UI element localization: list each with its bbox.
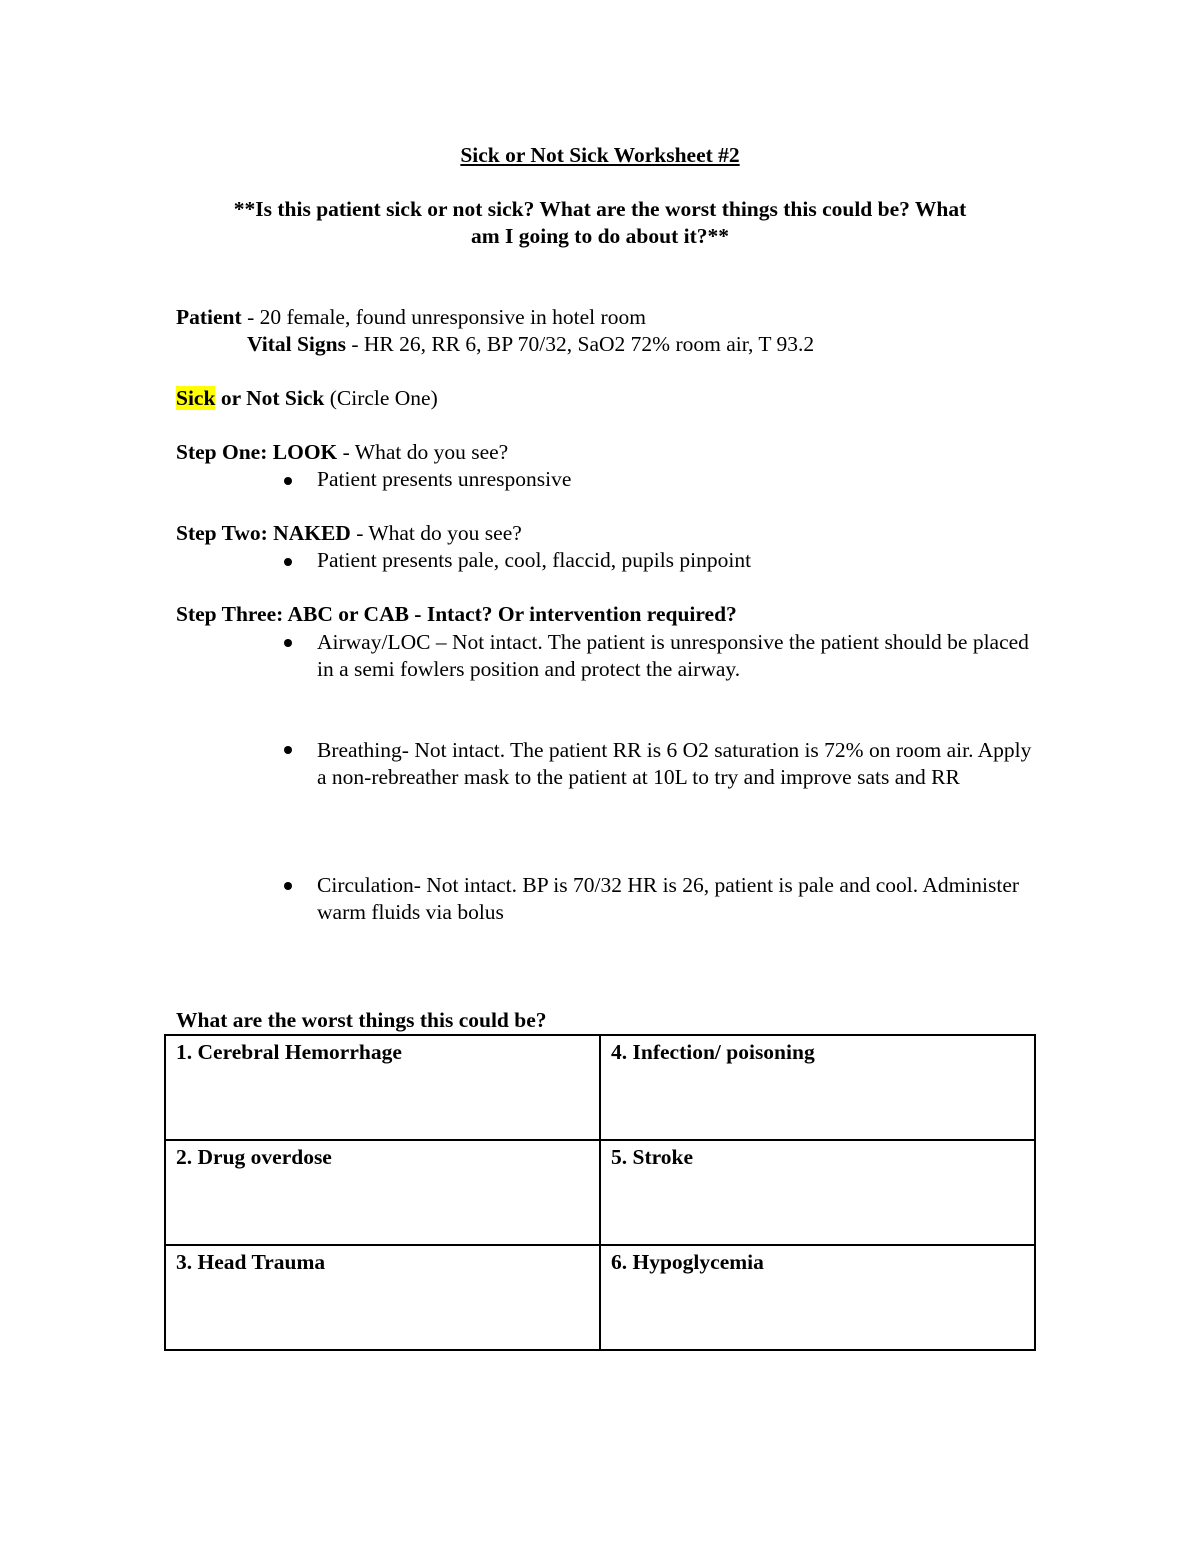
step-one-question: - What do you see?	[337, 440, 509, 464]
step-one-line	[176, 440, 508, 465]
step-two-line	[176, 521, 522, 546]
bullet-icon	[284, 746, 292, 754]
worksheet-prompt-line-2: am I going to do about it?**	[470, 224, 730, 248]
worst-things-table	[164, 1034, 1036, 1351]
step-one-bullet: Patient presents unresponsive	[317, 467, 572, 491]
airway-bullet: Airway/LOC – Not intact. The patient is unresponsive the patient should be placed in a semi fowlers position and protect the airway.	[317, 630, 1029, 681]
worksheet-prompt-line-1: **Is this patient sick or not sick? What are the worst things this could be? What	[233, 197, 967, 221]
patient-line	[176, 305, 646, 330]
bullet-icon	[284, 477, 292, 485]
table-cell: 6. Hypoglycemia	[600, 1245, 1035, 1350]
table-row	[165, 1035, 1035, 1140]
bullet-icon	[284, 558, 292, 566]
circle-one-note: (Circle One)	[324, 386, 438, 410]
table-cell: 3. Head Trauma	[165, 1245, 600, 1350]
circulation-bullet: Circulation- Not intact. BP is 70/32 HR is 26, patient is pale and cool. Administer warm fluids via bolus	[317, 873, 1020, 924]
worst-things-heading: What are the worst things this could be?	[176, 1008, 547, 1032]
vital-signs-line	[247, 332, 814, 357]
table-row	[165, 1245, 1035, 1350]
step-two-label: Step Two:	[176, 521, 274, 545]
sick-highlight[interactable]: Sick	[176, 386, 216, 410]
worksheet-title: Sick or Not Sick Worksheet #2	[460, 143, 740, 167]
step-three-heading: Step Three: ABC or CAB - Intact? Or intervention required?	[176, 602, 737, 626]
vital-signs-label: Vital Signs	[247, 332, 346, 356]
step-two-bullet: Patient presents pale, cool, flaccid, pupils pinpoint	[317, 548, 752, 572]
vital-signs-text: - HR 26, RR 6, BP 70/32, SaO2 72% room air, T 93.2	[345, 332, 815, 356]
patient-text: - 20 female, found unresponsive in hotel room	[241, 305, 646, 329]
bullet-icon	[284, 639, 292, 647]
table-row	[165, 1140, 1035, 1245]
bullet-icon	[284, 882, 292, 890]
table-cell: 2. Drug overdose	[165, 1140, 600, 1245]
table-cell: 5. Stroke	[600, 1140, 1035, 1245]
sick-or-not-sick-line	[176, 386, 438, 411]
step-two-keyword: NAKED	[273, 521, 351, 545]
patient-label: Patient	[176, 305, 242, 329]
step-two-question: - What do you see?	[350, 521, 522, 545]
step-one-label: Step One:	[176, 440, 273, 464]
or-not-sick-label[interactable]: or Not Sick	[215, 386, 325, 410]
table-cell: 1. Cerebral Hemorrhage	[165, 1035, 600, 1140]
table-cell: 4. Infection/ poisoning	[600, 1035, 1035, 1140]
step-one-keyword: LOOK	[272, 440, 338, 464]
breathing-bullet: Breathing- Not intact. The patient RR is 6 O2 saturation is 72% on room air. Apply a non-rebreather mask to the patient at 10L to try and improve sats and RR	[317, 738, 1032, 789]
